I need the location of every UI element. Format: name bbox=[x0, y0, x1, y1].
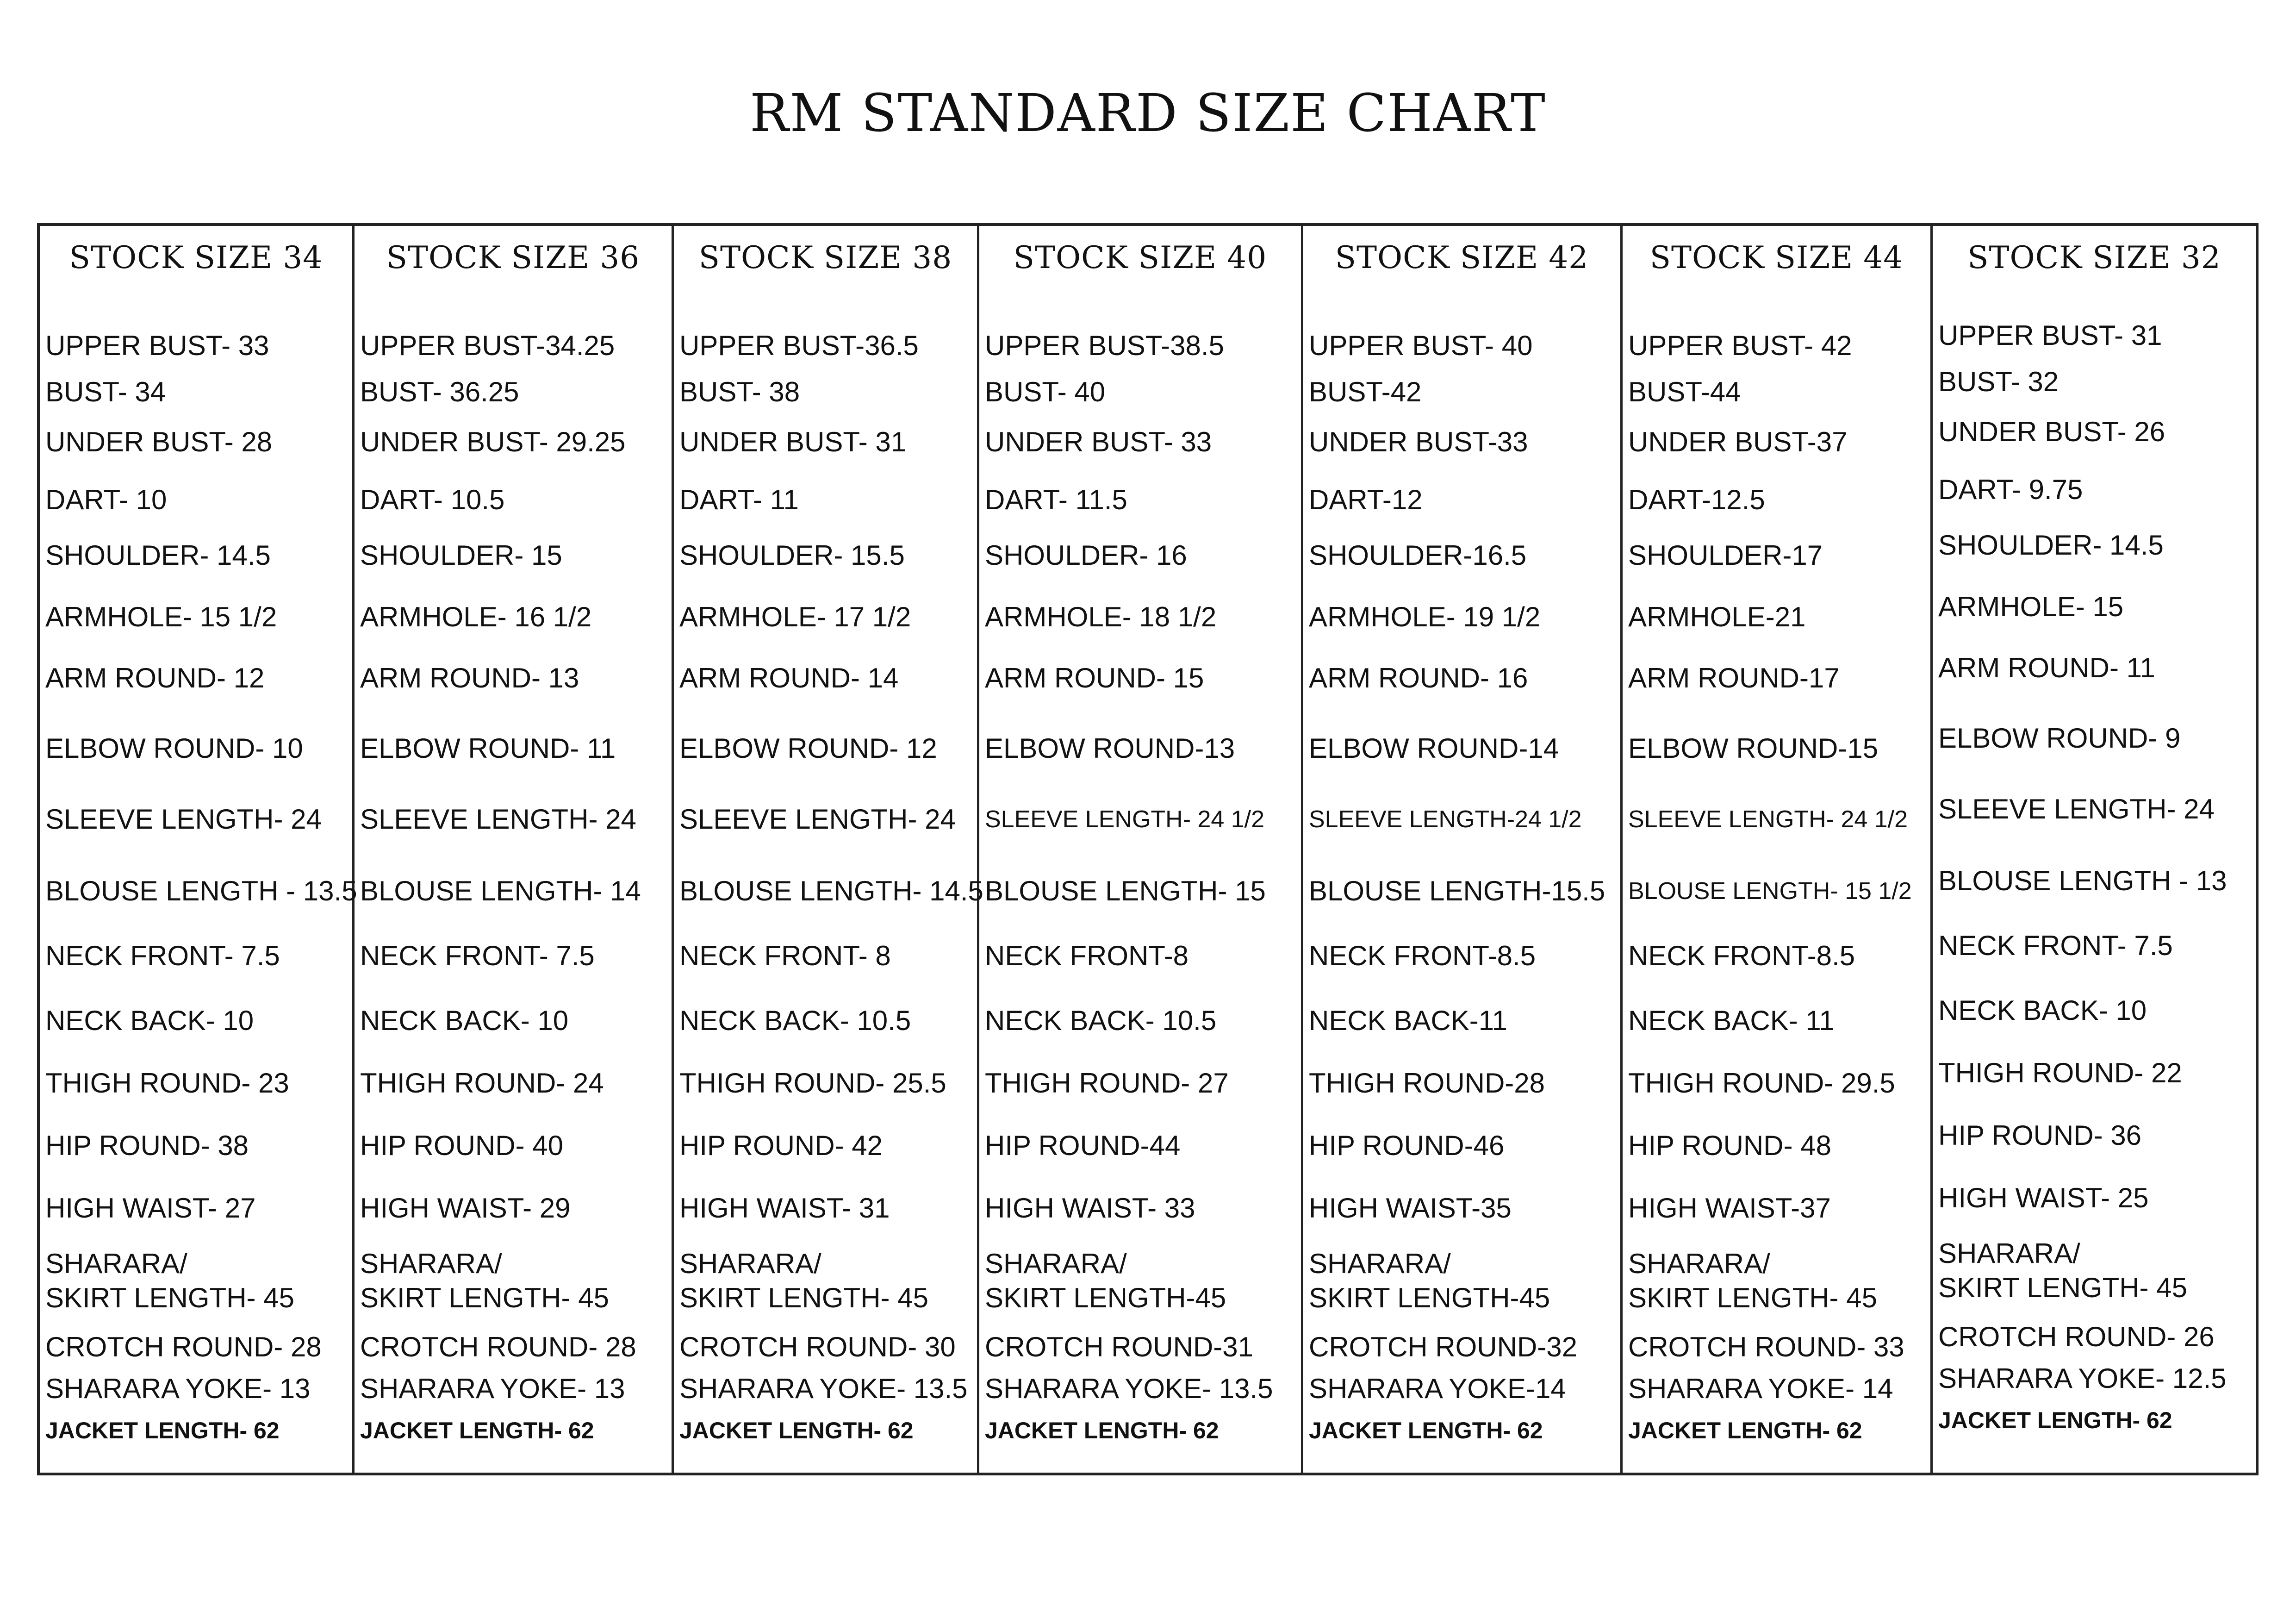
measurement-item: HIGH WAIST-35 bbox=[1309, 1193, 1512, 1224]
measurement-item: NECK FRONT-8.5 bbox=[1628, 940, 1855, 971]
size-column-32 bbox=[1933, 226, 2256, 1473]
measurement-item: ARMHOLE- 18 1/2 bbox=[985, 601, 1217, 632]
measurement-item: UPPER BUST-34.25 bbox=[360, 330, 615, 361]
measurement-item: SHOULDER-17 bbox=[1628, 540, 1823, 571]
measurement-item: THIGH ROUND-28 bbox=[1309, 1068, 1545, 1099]
column-header: STOCK SIZE 36 bbox=[386, 240, 640, 275]
measurement-item: ARMHOLE- 17 1/2 bbox=[679, 601, 911, 632]
column-header: STOCK SIZE 32 bbox=[1967, 240, 2221, 275]
measurement-item: NECK BACK- 10.5 bbox=[679, 1005, 911, 1036]
measurement-item: BUST-42 bbox=[1309, 376, 1422, 407]
measurement-item: SHARARA/ SKIRT LENGTH-45 bbox=[1309, 1248, 1550, 1313]
measurement-item: SHARARA/ SKIRT LENGTH- 45 bbox=[45, 1248, 294, 1313]
measurement-item: SLEEVE LENGTH- 24 1/2 bbox=[985, 806, 1265, 833]
measurement-item: JACKET LENGTH- 62 bbox=[1938, 1407, 2172, 1433]
measurement-item: UNDER BUST-37 bbox=[1628, 426, 1848, 457]
measurement-item: ARM ROUND- 11 bbox=[1938, 652, 2155, 683]
size-column-38 bbox=[674, 226, 983, 1473]
measurement-item: SHARARA YOKE- 12.5 bbox=[1938, 1363, 2227, 1394]
measurement-item: HIGH WAIST- 31 bbox=[679, 1193, 890, 1224]
measurement-item: CROTCH ROUND- 30 bbox=[679, 1331, 956, 1362]
column-header: STOCK SIZE 38 bbox=[698, 240, 952, 275]
measurement-item: ARM ROUND-17 bbox=[1628, 662, 1840, 693]
measurement-item: DART-12 bbox=[1309, 484, 1423, 515]
measurement-item: JACKET LENGTH- 62 bbox=[1309, 1418, 1543, 1443]
measurement-item: CROTCH ROUND-31 bbox=[985, 1331, 1254, 1362]
column-header: STOCK SIZE 34 bbox=[69, 240, 323, 275]
measurement-item: ARMHOLE-21 bbox=[1628, 601, 1806, 632]
measurement-item: SHARARA/ SKIRT LENGTH- 45 bbox=[1628, 1248, 1877, 1313]
measurement-item: BUST- 36.25 bbox=[360, 376, 519, 407]
measurement-item: ARMHOLE- 15 bbox=[1938, 591, 2124, 622]
measurement-item: SLEEVE LENGTH- 24 bbox=[360, 804, 636, 835]
measurement-item: UNDER BUST- 29.25 bbox=[360, 426, 626, 457]
measurement-item: NECK FRONT-8.5 bbox=[1309, 940, 1536, 971]
column-header: STOCK SIZE 44 bbox=[1649, 240, 1904, 275]
measurement-item: HIP ROUND- 38 bbox=[45, 1130, 249, 1161]
measurement-item: ELBOW ROUND- 9 bbox=[1938, 723, 2181, 754]
measurement-item: BLOUSE LENGTH- 14 bbox=[360, 875, 641, 906]
measurement-item: SHARARA YOKE- 13.5 bbox=[679, 1373, 968, 1404]
measurement-item: UPPER BUST- 33 bbox=[45, 330, 269, 361]
measurement-item: SLEEVE LENGTH- 24 bbox=[679, 804, 956, 835]
measurement-item: HIGH WAIST- 33 bbox=[985, 1193, 1195, 1224]
measurement-item: SLEEVE LENGTH- 24 bbox=[1938, 793, 2215, 824]
measurement-item: JACKET LENGTH- 62 bbox=[360, 1418, 594, 1443]
measurement-item: NECK FRONT- 8 bbox=[679, 940, 891, 971]
measurement-item: THIGH ROUND- 29.5 bbox=[1628, 1068, 1895, 1099]
measurement-item: DART- 10 bbox=[45, 484, 167, 515]
size-column-36 bbox=[355, 226, 674, 1473]
measurement-item: ARMHOLE- 15 1/2 bbox=[45, 601, 277, 632]
measurement-item: NECK BACK- 10.5 bbox=[985, 1005, 1217, 1036]
measurement-item: BUST- 32 bbox=[1938, 366, 2059, 397]
measurement-item: NECK FRONT- 7.5 bbox=[1938, 930, 2173, 961]
measurement-item: NECK BACK- 10 bbox=[45, 1005, 254, 1036]
measurement-item: JACKET LENGTH- 62 bbox=[1628, 1418, 1862, 1443]
measurement-item: SLEEVE LENGTH-24 1/2 bbox=[1309, 806, 1582, 833]
measurement-item: DART-12.5 bbox=[1628, 484, 1765, 515]
measurement-item: NECK BACK- 11 bbox=[1628, 1005, 1835, 1036]
measurement-item: THIGH ROUND- 27 bbox=[985, 1068, 1229, 1099]
size-column-44 bbox=[1623, 226, 1933, 1473]
measurement-item: SHOULDER- 15 bbox=[360, 540, 562, 571]
measurement-item: ARMHOLE- 19 1/2 bbox=[1309, 601, 1541, 632]
measurement-item: SLEEVE LENGTH- 24 bbox=[45, 804, 322, 835]
column-header: STOCK SIZE 40 bbox=[1013, 240, 1267, 275]
size-column-40 bbox=[979, 226, 1303, 1473]
measurement-item: JACKET LENGTH- 62 bbox=[985, 1418, 1219, 1443]
measurement-item: BUST- 34 bbox=[45, 376, 166, 407]
measurement-item: SHARARA YOKE- 13 bbox=[45, 1373, 311, 1404]
measurement-item: CROTCH ROUND- 28 bbox=[360, 1331, 636, 1362]
measurement-item: NECK FRONT- 7.5 bbox=[360, 940, 595, 971]
measurement-item: BUST- 38 bbox=[679, 376, 800, 407]
measurement-item: UPPER BUST- 31 bbox=[1938, 320, 2162, 351]
measurement-item: HIP ROUND- 36 bbox=[1938, 1120, 2141, 1151]
measurement-item: BUST-44 bbox=[1628, 376, 1741, 407]
measurement-item: HIP ROUND-44 bbox=[985, 1130, 1181, 1161]
measurement-item: NECK BACK- 10 bbox=[360, 1005, 569, 1036]
measurement-item: CROTCH ROUND- 33 bbox=[1628, 1331, 1904, 1362]
measurement-item: SHOULDER-16.5 bbox=[1309, 540, 1527, 571]
measurement-item: BLOUSE LENGTH- 14.5 bbox=[679, 875, 983, 906]
measurement-item: DART- 11 bbox=[679, 484, 799, 515]
measurement-item: BLOUSE LENGTH - 13.5 bbox=[45, 875, 357, 906]
measurement-item: SHARARA/ SKIRT LENGTH-45 bbox=[985, 1248, 1226, 1313]
measurement-item: THIGH ROUND- 22 bbox=[1938, 1057, 2182, 1088]
measurement-item: ARM ROUND- 12 bbox=[45, 662, 265, 693]
page-title: RM STANDARD SIZE CHART bbox=[750, 83, 1546, 144]
measurement-item: HIP ROUND- 48 bbox=[1628, 1130, 1831, 1161]
measurement-item: UPPER BUST- 42 bbox=[1628, 330, 1852, 361]
measurement-item: BLOUSE LENGTH-15.5 bbox=[1309, 875, 1605, 906]
measurement-item: HIGH WAIST- 27 bbox=[45, 1193, 256, 1224]
measurement-item: BLOUSE LENGTH- 15 1/2 bbox=[1628, 878, 1912, 905]
measurement-item: ELBOW ROUND- 11 bbox=[360, 733, 616, 764]
measurement-item: BUST- 40 bbox=[985, 376, 1106, 407]
measurement-item: UNDER BUST- 31 bbox=[679, 426, 907, 457]
measurement-item: ARMHOLE- 16 1/2 bbox=[360, 601, 592, 632]
measurement-item: NECK BACK-11 bbox=[1309, 1005, 1508, 1036]
measurement-item: HIP ROUND- 42 bbox=[679, 1130, 883, 1161]
measurement-item: SHARARA YOKE- 13.5 bbox=[985, 1373, 1273, 1404]
measurement-item: UNDER BUST- 28 bbox=[45, 426, 273, 457]
measurement-item: ELBOW ROUND-13 bbox=[985, 733, 1235, 764]
measurement-item: NECK BACK- 10 bbox=[1938, 995, 2147, 1026]
measurement-item: ELBOW ROUND-14 bbox=[1309, 733, 1559, 764]
measurement-item: UPPER BUST-38.5 bbox=[985, 330, 1224, 361]
measurement-item: BLOUSE LENGTH - 13 bbox=[1938, 865, 2227, 896]
size-column-42 bbox=[1303, 226, 1623, 1473]
measurement-item: HIP ROUND- 40 bbox=[360, 1130, 563, 1161]
measurement-item: CROTCH ROUND-32 bbox=[1309, 1331, 1578, 1362]
measurement-item: HIGH WAIST-37 bbox=[1628, 1193, 1831, 1224]
measurement-item: JACKET LENGTH- 62 bbox=[679, 1418, 914, 1443]
measurement-item: UPPER BUST-36.5 bbox=[679, 330, 919, 361]
measurement-item: UNDER BUST-33 bbox=[1309, 426, 1528, 457]
measurement-item: DART- 9.75 bbox=[1938, 474, 2083, 505]
measurement-item: ELBOW ROUND-15 bbox=[1628, 733, 1879, 764]
measurement-item: HIGH WAIST- 25 bbox=[1938, 1182, 2149, 1213]
measurement-item: CROTCH ROUND- 28 bbox=[45, 1331, 322, 1362]
measurement-item: SHARARA/ SKIRT LENGTH- 45 bbox=[360, 1248, 609, 1313]
measurement-item: SHOULDER- 15.5 bbox=[679, 540, 905, 571]
measurement-item: DART- 10.5 bbox=[360, 484, 505, 515]
measurement-item: DART- 11.5 bbox=[985, 484, 1127, 515]
measurement-item: THIGH ROUND- 24 bbox=[360, 1068, 604, 1099]
measurement-item: THIGH ROUND- 25.5 bbox=[679, 1068, 946, 1099]
measurement-item: SHOULDER- 14.5 bbox=[1938, 530, 2164, 561]
measurement-item: SHARARA YOKE-14 bbox=[1309, 1373, 1566, 1404]
measurement-item: JACKET LENGTH- 62 bbox=[45, 1418, 280, 1443]
measurement-item: NECK FRONT- 7.5 bbox=[45, 940, 280, 971]
measurement-item: CROTCH ROUND- 26 bbox=[1938, 1321, 2215, 1352]
measurement-item: UPPER BUST- 40 bbox=[1309, 330, 1533, 361]
measurement-item: ARM ROUND- 13 bbox=[360, 662, 579, 693]
size-chart-table bbox=[37, 223, 2259, 1475]
measurement-item: HIP ROUND-46 bbox=[1309, 1130, 1505, 1161]
column-header: STOCK SIZE 42 bbox=[1335, 240, 1589, 275]
measurement-item: ARM ROUND- 14 bbox=[679, 662, 899, 693]
measurement-item: SLEEVE LENGTH- 24 1/2 bbox=[1628, 806, 1908, 833]
size-column-34 bbox=[40, 226, 355, 1473]
measurement-item: SHARARA/ SKIRT LENGTH- 45 bbox=[679, 1248, 928, 1313]
measurement-item: ARM ROUND- 16 bbox=[1309, 662, 1528, 693]
measurement-item: NECK FRONT-8 bbox=[985, 940, 1189, 971]
measurement-item: UNDER BUST- 26 bbox=[1938, 416, 2165, 447]
measurement-item: SHOULDER- 14.5 bbox=[45, 540, 271, 571]
measurement-item: SHARARA YOKE- 13 bbox=[360, 1373, 625, 1404]
measurement-item: SHARARA YOKE- 14 bbox=[1628, 1373, 1893, 1404]
measurement-item: HIGH WAIST- 29 bbox=[360, 1193, 571, 1224]
measurement-item: SHOULDER- 16 bbox=[985, 540, 1187, 571]
measurement-item: ELBOW ROUND- 12 bbox=[679, 733, 937, 764]
measurement-item: BLOUSE LENGTH- 15 bbox=[985, 875, 1266, 906]
measurement-item: SHARARA/ SKIRT LENGTH- 45 bbox=[1938, 1238, 2187, 1303]
measurement-item: ELBOW ROUND- 10 bbox=[45, 733, 303, 764]
measurement-item: ARM ROUND- 15 bbox=[985, 662, 1204, 693]
measurement-item: UNDER BUST- 33 bbox=[985, 426, 1212, 457]
measurement-item: THIGH ROUND- 23 bbox=[45, 1068, 289, 1099]
